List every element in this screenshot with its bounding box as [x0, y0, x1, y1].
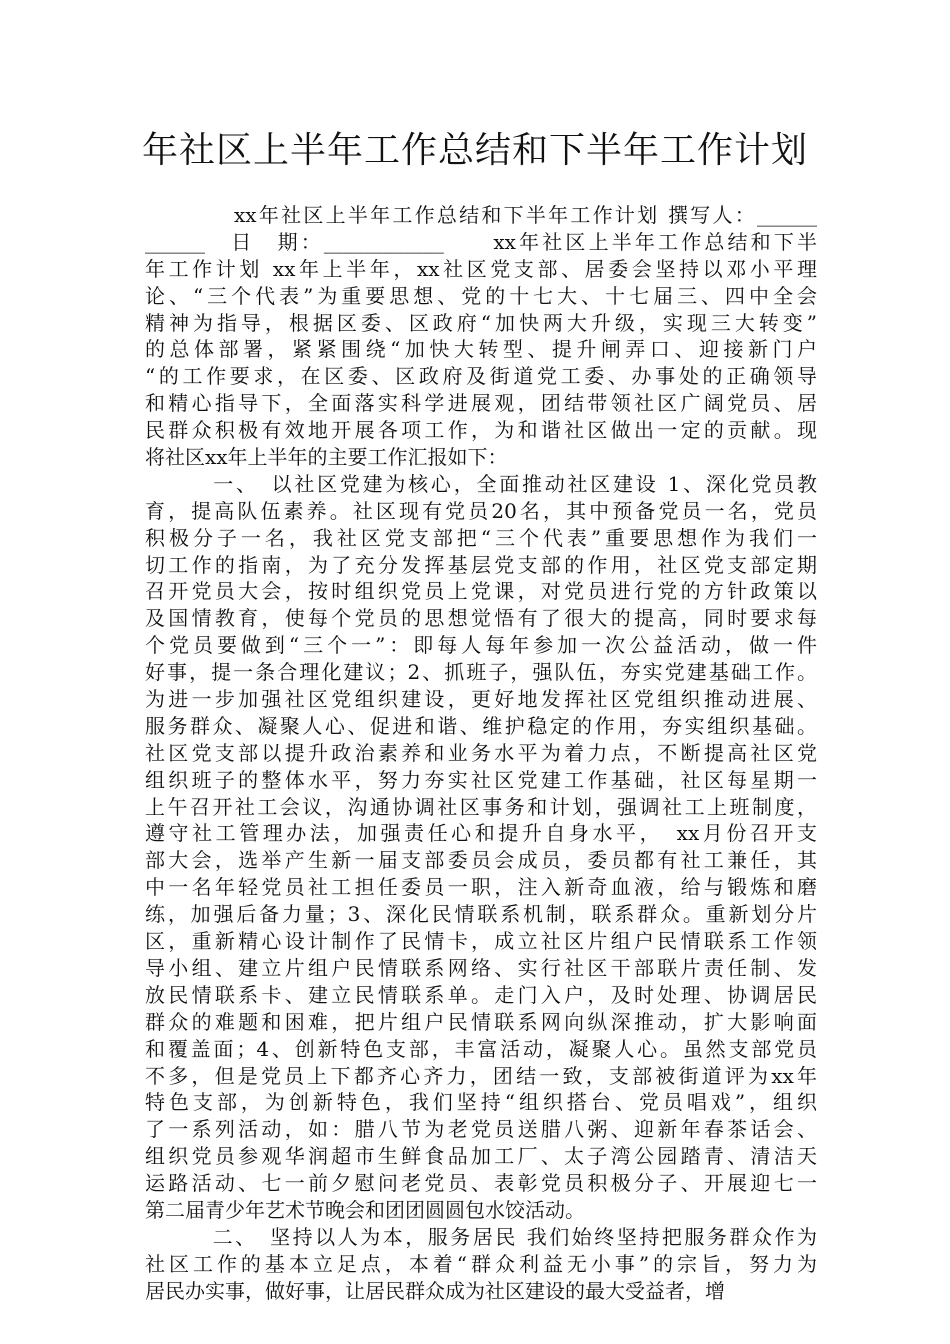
body-line: 第二届青少年艺术节晚会和团团圆圆包水饺活动。: [145, 1197, 585, 1222]
body-line: 二、 坚持以人为本，服务居民 我们始终坚持把服务群众作为: [145, 1224, 817, 1249]
body-line: 组织党员参观华润超市生鲜食品加工厂、太子湾公园踏青、清洁天: [145, 1144, 817, 1169]
body-line: 将社区xx年上半年的主要工作汇报如下：: [145, 445, 508, 470]
body-line: 特色支部，为创新特色，我们坚持“组织搭台、党员唱戏”，组织: [145, 1090, 817, 1115]
body-line: xx年社区上半年工作总结和下半年工作计划 撰写人：______: [145, 203, 817, 227]
body-line: 积极分子一名，我社区党支部把“三个代表”重要思想作为我们一: [145, 525, 817, 550]
body-line: 及国情教育，使每个党员的思想觉悟有了很大的提高，同时要求每: [145, 606, 817, 631]
body-line: 群众的难题和困难，把片组户民情联系网向纵深推动，扩大影响面: [145, 1009, 817, 1034]
body-line: 的总体部署，紧紧围绕“加快大转型、提升闸弄口、迎接新门户: [145, 337, 817, 362]
body-line: 上午召开社工会议，沟通协调社区事务和计划，强调社工上班制度，: [145, 794, 817, 819]
body-line: 放民情联系卡、建立民情联系单。走门入户，及时处理、协调居民: [145, 982, 817, 1007]
body-line: 区，重新精心设计制作了民情卡，成立社区片组户民情联系工作领: [145, 929, 817, 954]
body-line: 年工作计划 xx年上半年，xx社区党支部、居委会坚持以邓小平理: [145, 256, 817, 281]
body-line: 中一名年轻党员社工担任委员一职，注入新奇血液，给与锻炼和磨: [145, 875, 817, 900]
document-title: 年社区上半年工作总结和下半年工作计划: [141, 130, 808, 171]
body-line: 导小组、建立片组户民情联系网络、实行社区干部联片责任制、发: [145, 955, 817, 980]
body-line: 精神为指导，根据区委、区政府“加快两大升级，实现三大转变”: [145, 310, 817, 335]
body-line: 召开党员大会，按时组织党员上党课，对党员进行党的方针政策以: [145, 579, 817, 604]
body-line: ______ 日 期：____________ xx年社区上半年工作总结和下半: [145, 229, 817, 254]
body-line: 切工作的指南，为了充分发挥基层党支部的作用，社区党支部定期: [145, 552, 817, 577]
body-line: 育，提高队伍素养。社区现有党员20名，其中预备党员一名，党员: [145, 498, 817, 523]
body-line: 个党员要做到“三个一”：即每人每年参加一次公益活动，做一件: [145, 633, 817, 658]
body-line: 了一系列活动，如：腊八节为老党员送腊八粥、迎新年春茶话会、: [145, 1117, 817, 1142]
body-line: 练，加强后备力量；3、深化民情联系机制，联系群众。重新划分片: [145, 902, 817, 927]
body-line: 和覆盖面；4、创新特色支部，丰富活动，凝聚人心。虽然支部党员: [145, 1036, 817, 1061]
body-line: “的工作要求，在区委、区政府及街道党工委、办事处的正确领导: [145, 364, 817, 389]
body-line: 居民办实事，做好事，让居民群众成为社区建设的最大受益者，增: [145, 1278, 725, 1303]
body-line: 民群众积极有效地开展各项工作，为和谐社区做出一定的贡献。现: [145, 418, 817, 443]
body-line: 社区党支部以提升政治素养和业务水平为着力点，不断提高社区党: [145, 740, 817, 765]
body-line: 组织班子的整体水平，努力夯实社区党建工作基础，社区每星期一: [145, 767, 817, 792]
document-body: [145, 202, 817, 1305]
body-line: 一、 以社区党建为核心，全面推动社区建设 1、深化党员教: [145, 471, 817, 496]
body-line: 服务群众、凝聚人心、促进和谐、维护稳定的作用，夯实组织基础。: [145, 713, 817, 738]
body-line: 不多，但是党员上下都齐心齐力，团结一致，支部被街道评为xx年: [145, 1063, 817, 1088]
body-line: 为进一步加强社区党组织建设，更好地发挥社区党组织推动进展、: [145, 687, 817, 712]
body-line: 社区工作的基本立足点，本着“群众利益无小事”的宗旨，努力为: [145, 1251, 817, 1276]
body-line: 遵守社工管理办法，加强责任心和提升自身水平， xx月份召开支: [145, 821, 817, 846]
body-line: 部大会，选举产生新一届支部委员会成员，委员都有社工兼任，其: [145, 848, 817, 873]
body-line: 好事，提一条合理化建议；2、抓班子，强队伍，夯实党建基础工作。: [145, 660, 817, 685]
body-line: 论、“三个代表”为重要思想、党的十七大、十七届三、四中全会: [145, 283, 817, 308]
body-line: 和精心指导下，全面落实科学进展观，团结带领社区广阔党员、居: [145, 391, 817, 416]
body-line: 运路活动、七一前夕慰问老党员、表彰党员积极分子、开展迎七一: [145, 1171, 817, 1196]
